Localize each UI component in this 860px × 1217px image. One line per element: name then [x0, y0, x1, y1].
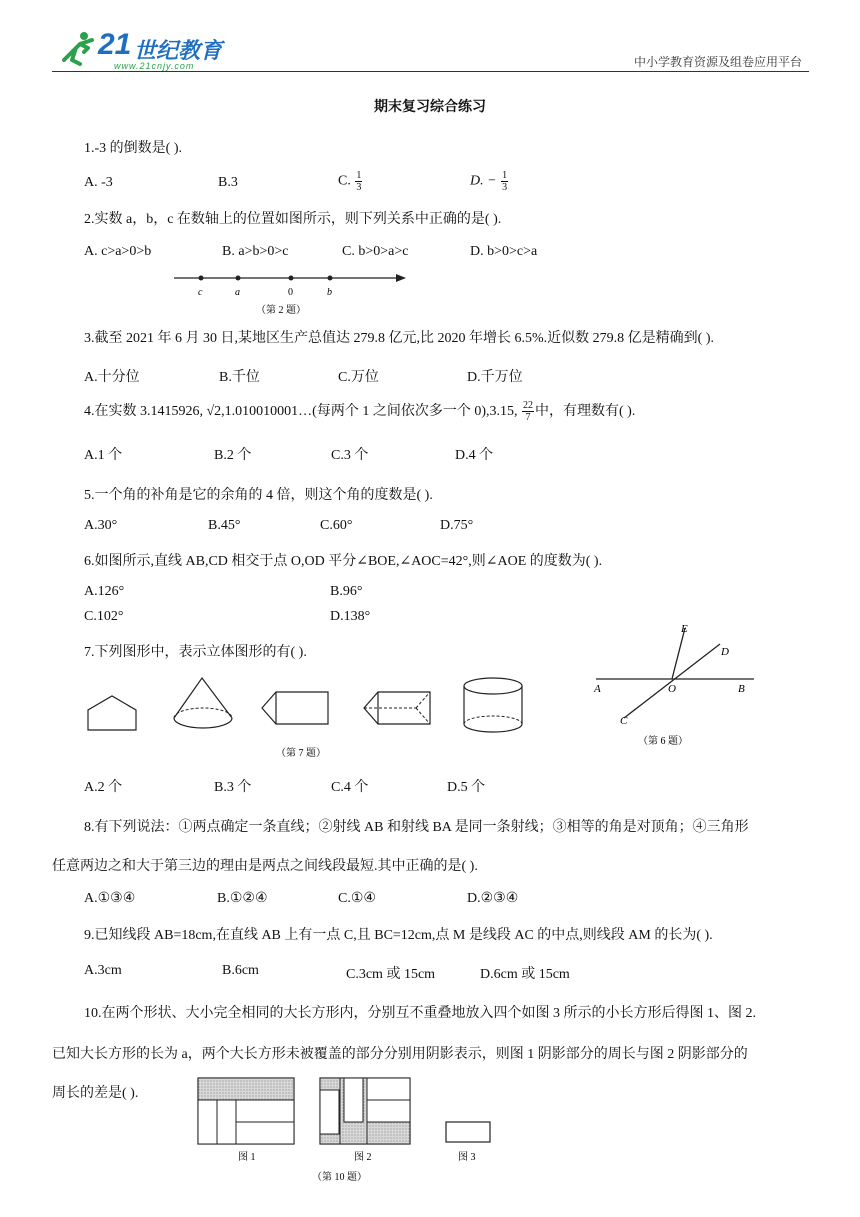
q7-caption: （第 7 题）	[276, 748, 326, 759]
q10-line-3: 周长的差是( ).	[52, 1086, 139, 1101]
q3-option-d: D.千万位	[467, 370, 523, 385]
q7-stem: 7.下列图形中，表示立体图形的有( ).	[84, 645, 307, 660]
q1-stem: 1.-3 的倒数是( ).	[84, 141, 182, 156]
logo-number: 21	[98, 28, 132, 61]
number-line-figure	[170, 268, 410, 318]
q4-fraction	[522, 400, 534, 423]
q10-line-1: 10.在两个形状、大小完全相同的大长方形内，分别互不重叠地放入四个如图 3 所示的小长方形后得图 1、图 2.	[84, 1006, 756, 1021]
q5-option-b: B.45°	[208, 518, 241, 533]
q5-option-d: D.75°	[440, 518, 474, 533]
q1-c-fraction	[355, 170, 362, 193]
q1-c-den: 3	[356, 182, 362, 193]
q3-option-c: C.万位	[338, 370, 379, 385]
label-c: C	[620, 715, 628, 727]
q2-option-a: A. c>a>0>b	[84, 244, 152, 259]
q1-d-fraction	[501, 170, 508, 193]
q6-option-b: B.96°	[330, 584, 363, 599]
q6-option-d: D.138°	[330, 609, 371, 624]
nl-label-0: 0	[288, 287, 293, 298]
q4-option-a: A.1 个	[84, 448, 123, 463]
page-title: 期末复习综合练习	[374, 99, 486, 115]
q8-option-d: D.②③④	[467, 891, 519, 906]
label-b: B	[738, 683, 745, 695]
pentagon-shape	[88, 696, 136, 730]
q4-option-d: D.4 个	[455, 448, 494, 463]
q2-option-b: B. a>b>0>c	[222, 244, 289, 259]
label-e: E	[681, 623, 688, 635]
arrow-icon	[396, 274, 406, 282]
fig2-label: 图 2	[354, 1152, 372, 1163]
cone-shape	[174, 678, 232, 728]
label-o: O	[668, 683, 676, 695]
q4-stem-post: 中，有理数有( ).	[535, 404, 636, 419]
q2-option-d: D. b>0>c>a	[470, 244, 538, 259]
q5-stem: 5.一个角的补角是它的余角的 4 倍，则这个角的度数是( ).	[84, 488, 433, 503]
q1-d-prefix: D. −	[470, 173, 497, 189]
q4-stem-pre: 4.在实数 3.1415926, √2,1.010010001…(每两个 1 之间依次多一个 0),3.15,	[84, 404, 522, 419]
q8-option-b: B.①②④	[217, 891, 268, 906]
fig1-label: 图 1	[238, 1152, 256, 1163]
q4-frac-den: 7	[525, 412, 531, 424]
q6-option-a: A.126°	[84, 584, 125, 599]
angle-figure	[588, 620, 768, 750]
q3-stem: 3.截至 2021 年 6 月 30 日,某地区生产总值达 279.8 亿元,比 2020 年增长 6.5%.近似数 279.8 亿是精确到( ).	[84, 331, 714, 346]
q3-option-b: B.千位	[219, 370, 260, 385]
label-a: A	[594, 683, 601, 695]
rectangle-figures	[192, 1074, 512, 1184]
nl-label-c: c	[198, 287, 203, 298]
q1-d-den: 3	[502, 182, 508, 193]
q8-line-1: 8.有下列说法：①两点确定一条直线；②射线 AB 和射线 BA 是同一条射线；③相等的角是对顶角；④三角形	[84, 820, 749, 835]
arrow-pentagon-shape	[262, 692, 328, 724]
q4-frac-num: 22	[523, 400, 534, 412]
fig3-label: 图 3	[458, 1152, 476, 1163]
q4-stem	[84, 400, 635, 423]
q7-option-a: A.2 个	[84, 780, 123, 795]
q6-caption: （第 6 题）	[638, 736, 688, 747]
solid-figures	[82, 672, 542, 768]
header-logo	[58, 26, 228, 74]
q6-option-c: C.102°	[84, 609, 124, 624]
q1-d-num: 1	[502, 170, 508, 181]
q1-c-num: 1	[356, 170, 362, 181]
q10-caption: （第 10 题）	[312, 1172, 367, 1183]
logo-text: 世纪教育	[134, 38, 223, 63]
q1-c-prefix: C.	[338, 173, 351, 189]
q2-caption: （第 2 题）	[256, 305, 306, 316]
q9-option-d: D.6cm 或 15cm	[480, 967, 570, 982]
q8-line-2: 任意两边之和大于第三边的理由是两点之间线段最短.其中正确的是( ).	[52, 859, 478, 874]
q1-option-a: A. -3	[84, 175, 113, 190]
q5-option-a: A.30°	[84, 518, 118, 533]
prism-shape	[364, 692, 430, 724]
nl-label-b: b	[327, 287, 332, 298]
q7-option-d: D.5 个	[447, 780, 486, 795]
q6-stem: 6.如图所示,直线 AB,CD 相交于点 O,OD 平分∠BOE,∠AOC=42°,则∠AOE 的度数为( ).	[84, 554, 603, 569]
logo-url: www.21cnjy.com	[114, 61, 195, 71]
q8-option-c: C.①④	[338, 891, 376, 906]
q1-option-d	[470, 170, 509, 193]
q3-option-a: A.十分位	[84, 370, 140, 385]
q2-option-c: C. b>0>a>c	[342, 244, 409, 259]
runner-logo-icon	[58, 30, 98, 70]
figure-2	[320, 1078, 410, 1144]
q10-line-2: 已知大长方形的长为 a，两个大长方形未被覆盖的部分分别用阴影表示，则图 1 阴影部分的周长与图 2 阴影部分的	[52, 1047, 748, 1062]
q4-option-c: C.3 个	[331, 448, 369, 463]
q8-option-a: A.①③④	[84, 891, 136, 906]
q4-option-b: B.2 个	[214, 448, 252, 463]
q7-option-b: B.3 个	[214, 780, 252, 795]
q5-option-c: C.60°	[320, 518, 353, 533]
q9-option-a: A.3cm	[84, 963, 122, 978]
q7-option-c: C.4 个	[331, 780, 369, 795]
platform-name: 中小学教育资源及组卷应用平台	[633, 55, 802, 69]
header-rule	[52, 71, 809, 72]
figure-1	[198, 1078, 294, 1144]
q9-option-c: C.3cm 或 15cm	[346, 967, 436, 982]
cylinder-shape	[464, 678, 522, 732]
q9-stem: 9.已知线段 AB=18cm,在直线 AB 上有一点 C,且 BC=12cm,点 M 是线段 AC 的中点,则线段 AM 的长为( ).	[84, 928, 713, 943]
nl-label-a: a	[235, 287, 240, 298]
q1-option-c	[338, 170, 363, 193]
label-d: D	[721, 646, 729, 658]
q1-option-b: B.3	[218, 175, 238, 190]
q2-stem: 2.实数 a，b，c 在数轴上的位置如图所示，则下列关系中正确的是( ).	[84, 212, 502, 227]
q9-option-b: B.6cm	[222, 963, 259, 978]
figure-3	[446, 1122, 490, 1142]
